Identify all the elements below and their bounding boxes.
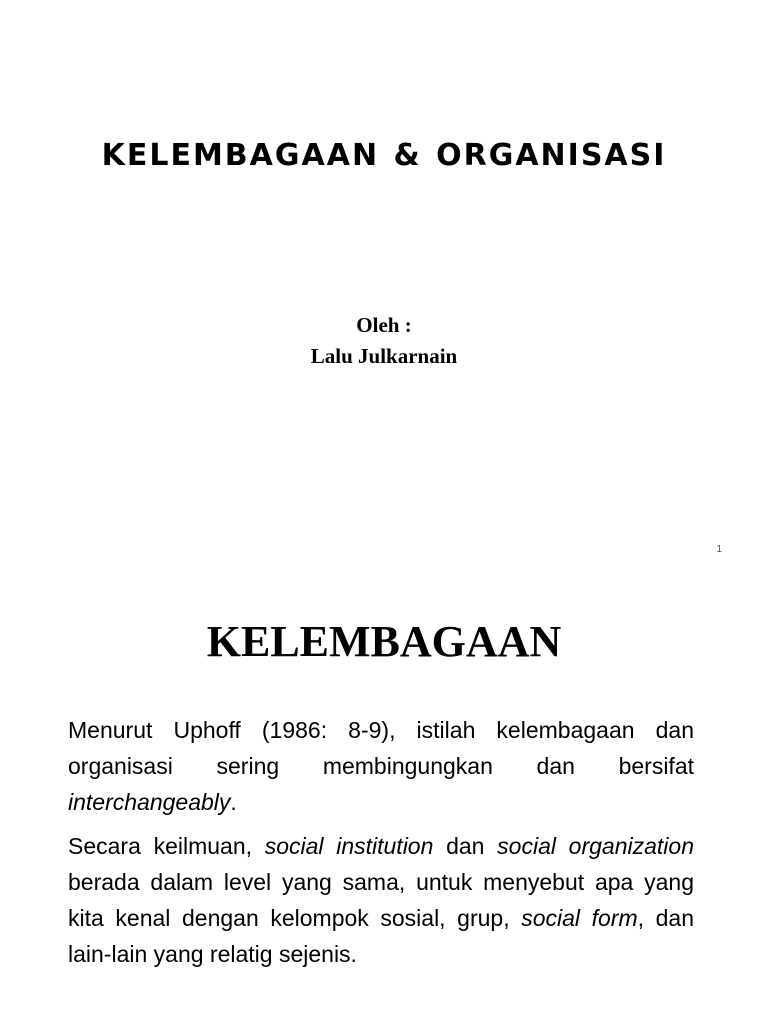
paragraph-2-part-1: Secara keilmuan, — [68, 833, 265, 859]
byline — [0, 310, 768, 372]
paragraph-1 — [68, 712, 694, 820]
slide-1-title: KELEMBAGAAN & ORGANISASI — [101, 138, 667, 173]
paragraph-2-emphasis-1: social institution — [264, 833, 434, 859]
page-number: 1 — [716, 544, 722, 555]
byline-label: Oleh : — [356, 313, 412, 337]
paragraph-1-text: Menurut Uphoff (1986: 8-9), istilah kelembagaan dan organisasi sering membingungkan dan bersifat — [68, 717, 694, 779]
paragraph-1-end: . — [230, 789, 237, 815]
paragraph-2-emphasis-3: social form — [521, 905, 638, 931]
slide-2 — [0, 568, 768, 1024]
slide-2-title: KELEMBAGAAN — [206, 617, 562, 666]
paragraph-2-part-2: dan — [433, 833, 498, 859]
paragraph-2-emphasis-2: social organization — [497, 833, 694, 859]
author-name: Lalu Julkarnain — [310, 344, 458, 368]
paragraph-2 — [68, 828, 694, 972]
paragraph-1-emphasis: interchangeably — [68, 789, 231, 815]
paragraph-2-part-4: , dan lain-lain yang relatig sejenis. — [68, 905, 695, 967]
paragraph-2-part-3: berada dalam level yang sama, untuk menyebut apa yang kita kenal dengan kelompok sosial, grup, — [68, 869, 694, 931]
